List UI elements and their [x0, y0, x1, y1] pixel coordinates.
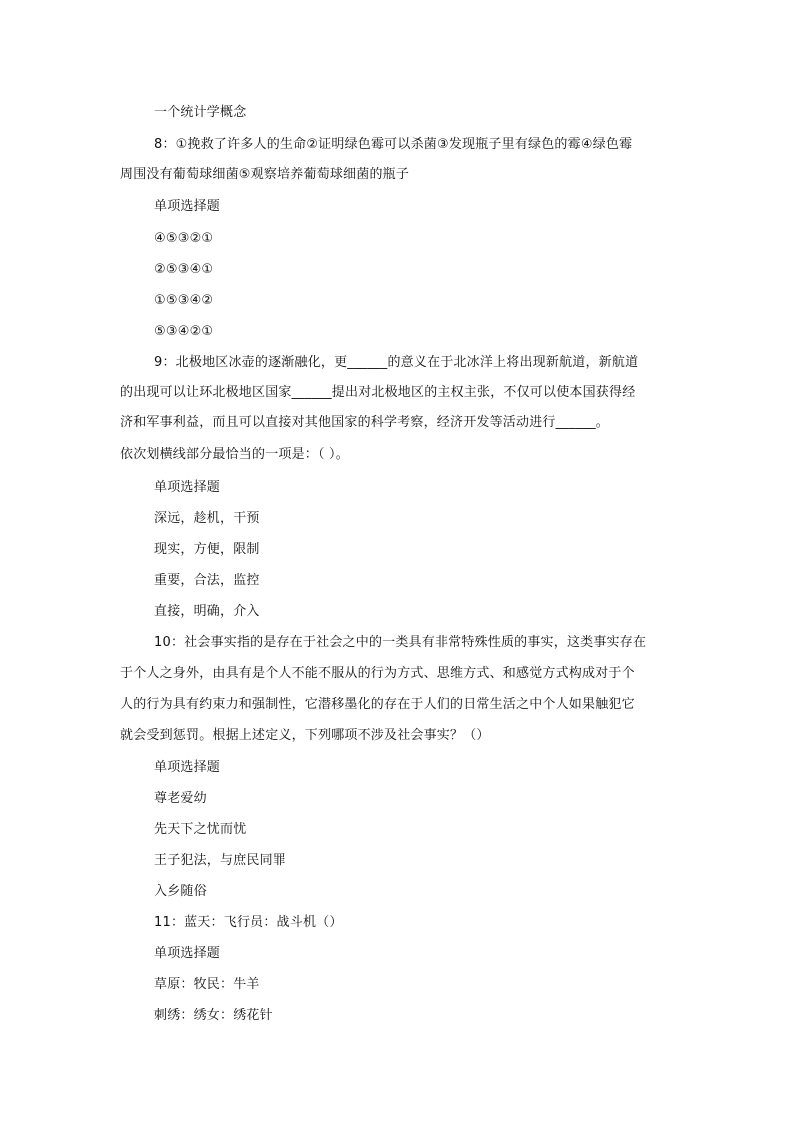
question-9-stem: 9：北极地区冰壶的逐渐融化，更______的意义在于北冰洋上将出现新航道，新航道 [154, 355, 639, 370]
question-9-stem-continued: 的出现可以让环北极地区国家______提出对北极地区的主权主张，不仅可以使本国获得经 [120, 385, 636, 400]
question-8-type: 单项选择题 [154, 199, 221, 214]
question-8-stem: 8：①挽救了许多人的生命②证明绿色霉可以杀菌③发现瓶子里有绿色的霉④绿色霉 [154, 137, 633, 152]
question-11-option: 刺绣：绣女：绣花针 [154, 1008, 273, 1023]
question-10-option: 入乡随俗 [154, 884, 207, 899]
question-11-option: 草原：牧民：牛羊 [154, 977, 260, 992]
question-9-option: 现实，方便，限制 [154, 542, 260, 557]
question-8-option: ⑤③④②① [154, 324, 214, 339]
question-9-prompt: 依次划横线部分最恰当的一项是：（ ）。 [120, 447, 349, 462]
question-7-tail: 一个统计学概念 [154, 105, 247, 120]
question-10-stem-continued: 于个人之身外，由具有是个人不能不服从的行为方式、思维方式、和感觉方式构成对于个 [120, 666, 635, 681]
question-9-stem-continued: 济和军事利益，而且可以直接对其他国家的科学考察，经济开发等活动进行______。 [120, 415, 610, 430]
question-8-option: ②⑤③④① [154, 262, 214, 277]
question-8-option: ④⑤③②① [154, 231, 214, 246]
question-9-option: 直接，明确，介入 [154, 604, 260, 619]
question-10-stem-continued: 就会受到惩罚。根据上述定义，下列哪项不涉及社会事实？（） [120, 728, 490, 743]
question-9-option: 重要，合法，监控 [154, 573, 260, 588]
question-10-stem-continued: 人的行为具有约束力和强制性，它潜移墨化的存在于人们的日常生活之中个人如果触犯它 [120, 697, 635, 712]
question-9-option: 深远，趁机，干预 [154, 511, 260, 526]
question-10-type: 单项选择题 [154, 760, 221, 775]
question-10-option: 先天下之忧而忧 [154, 822, 247, 837]
question-8-option: ①⑤③④② [154, 293, 214, 308]
question-10-option: 王子犯法，与庶民同罪 [154, 853, 287, 868]
question-11-stem: 11：蓝天：飞行员：战斗机（） [154, 915, 343, 930]
question-8-stem-continued: 周围没有葡萄球细菌⑤观察培养葡萄球细菌的瓶子 [120, 167, 410, 182]
question-11-type: 单项选择题 [154, 946, 221, 961]
question-10-option: 尊老爱幼 [154, 791, 207, 806]
question-9-type: 单项选择题 [154, 480, 221, 495]
question-10-stem: 10：社会事实指的是存在于社会之中的一类具有非常特殊性质的事实，这类事实存在 [154, 635, 647, 650]
